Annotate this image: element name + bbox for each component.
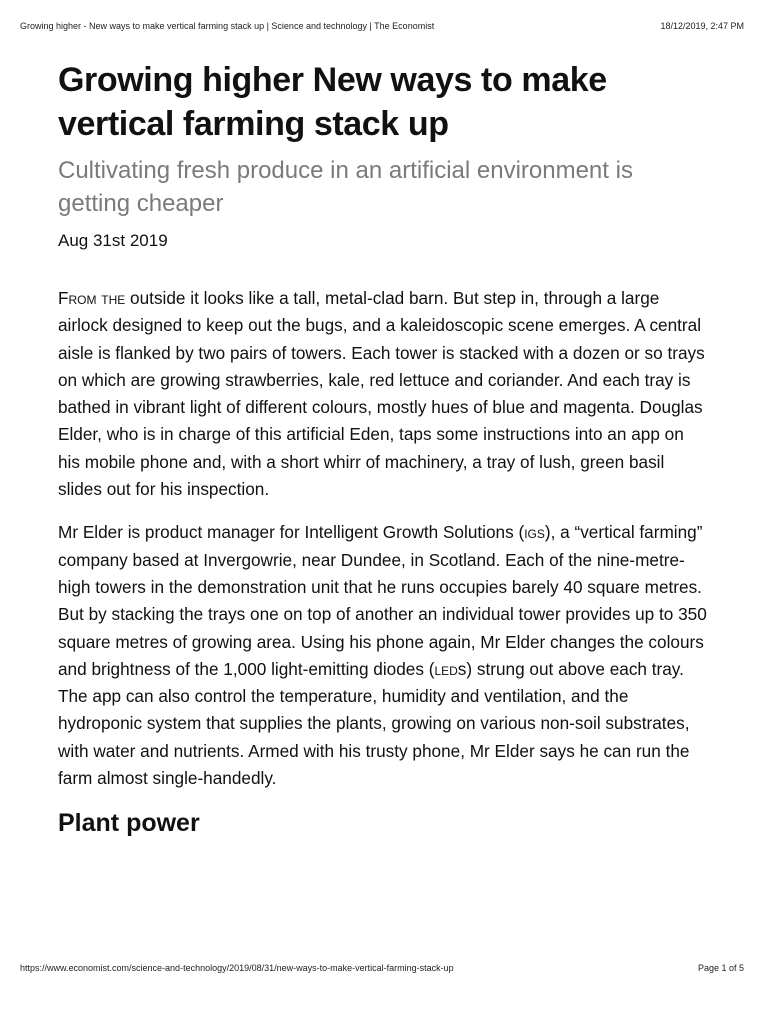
paragraph-2-part-2: ), a “vertical farming” company based at Invergowrie, near Dundee, in Scotland. Each of the nine-metre-high towers in the demonstration unit that he runs occupies barely 40 square metres. But by stacking the trays one on top of another an individual tower provides up to 350 square metres of growing area. Using his phone again, Mr Elder changes the colours and brightness of the 1,000 light-emitting diodes ( <box>58 522 707 679</box>
abbr-igs: igs <box>524 522 545 543</box>
paragraph-lead-in: From the <box>58 288 126 308</box>
print-header-title: Growing higher - New ways to make vertical farming stack up | Science and technology | The Economist <box>20 21 435 31</box>
paragraph-2-part-3: s) strung out above each tray. The app can also control the temperature, humidity and ventilation, and the hydroponic system that supplies the plants, growing on various non-soil substrates, with water and nutrients. Armed with his trusty phone, Mr Elder says he can run the farm almost single-handedly. <box>58 658 690 789</box>
abbr-led: led <box>434 658 458 679</box>
article-subheadline: Cultivating fresh produce in an artificial environment is getting cheaper <box>58 157 633 217</box>
article-date: Aug 31st 2019 <box>58 231 168 250</box>
article-body <box>58 285 710 838</box>
section-heading: Plant power <box>58 809 200 838</box>
page-number: Page 1 of 5 <box>697 963 744 973</box>
paragraph-2-part-1: Mr Elder is product manager for Intelligent Growth Solutions ( <box>58 522 525 543</box>
article <box>58 58 710 838</box>
paragraph-1 <box>58 285 710 503</box>
print-header-timestamp: 18/12/2019, 2:47 PM <box>660 21 744 31</box>
print-header <box>20 19 744 33</box>
paragraph-1-text: outside it looks like a tall, metal-clad barn. But step in, through a large airlock designed to keep out the bugs, and a kaleidoscopic scene emerges. A central aisle is flanked by two pairs of towers. Each tower is stacked with a dozen or so trays on which are growing strawberries, kale, red lettuce and coriander. And each tray is bathed in vibrant light of different colours, mostly hues of blue and magenta. Douglas Elder, who is in charge of this artificial Eden, taps some instructions into an app on his mobile phone and, with a short whirr of machinery, a tray of lush, green basil slides out for his inspection. <box>58 288 705 500</box>
article-headline: Growing higher New ways to make vertical farming stack up <box>58 61 607 143</box>
paragraph-2 <box>58 519 710 792</box>
page-url-link[interactable]: https://www.economist.com/science-and-technology/2019/08/31/new-ways-to-make-vertical-farming-stack-up <box>20 963 454 973</box>
print-footer <box>20 961 744 975</box>
